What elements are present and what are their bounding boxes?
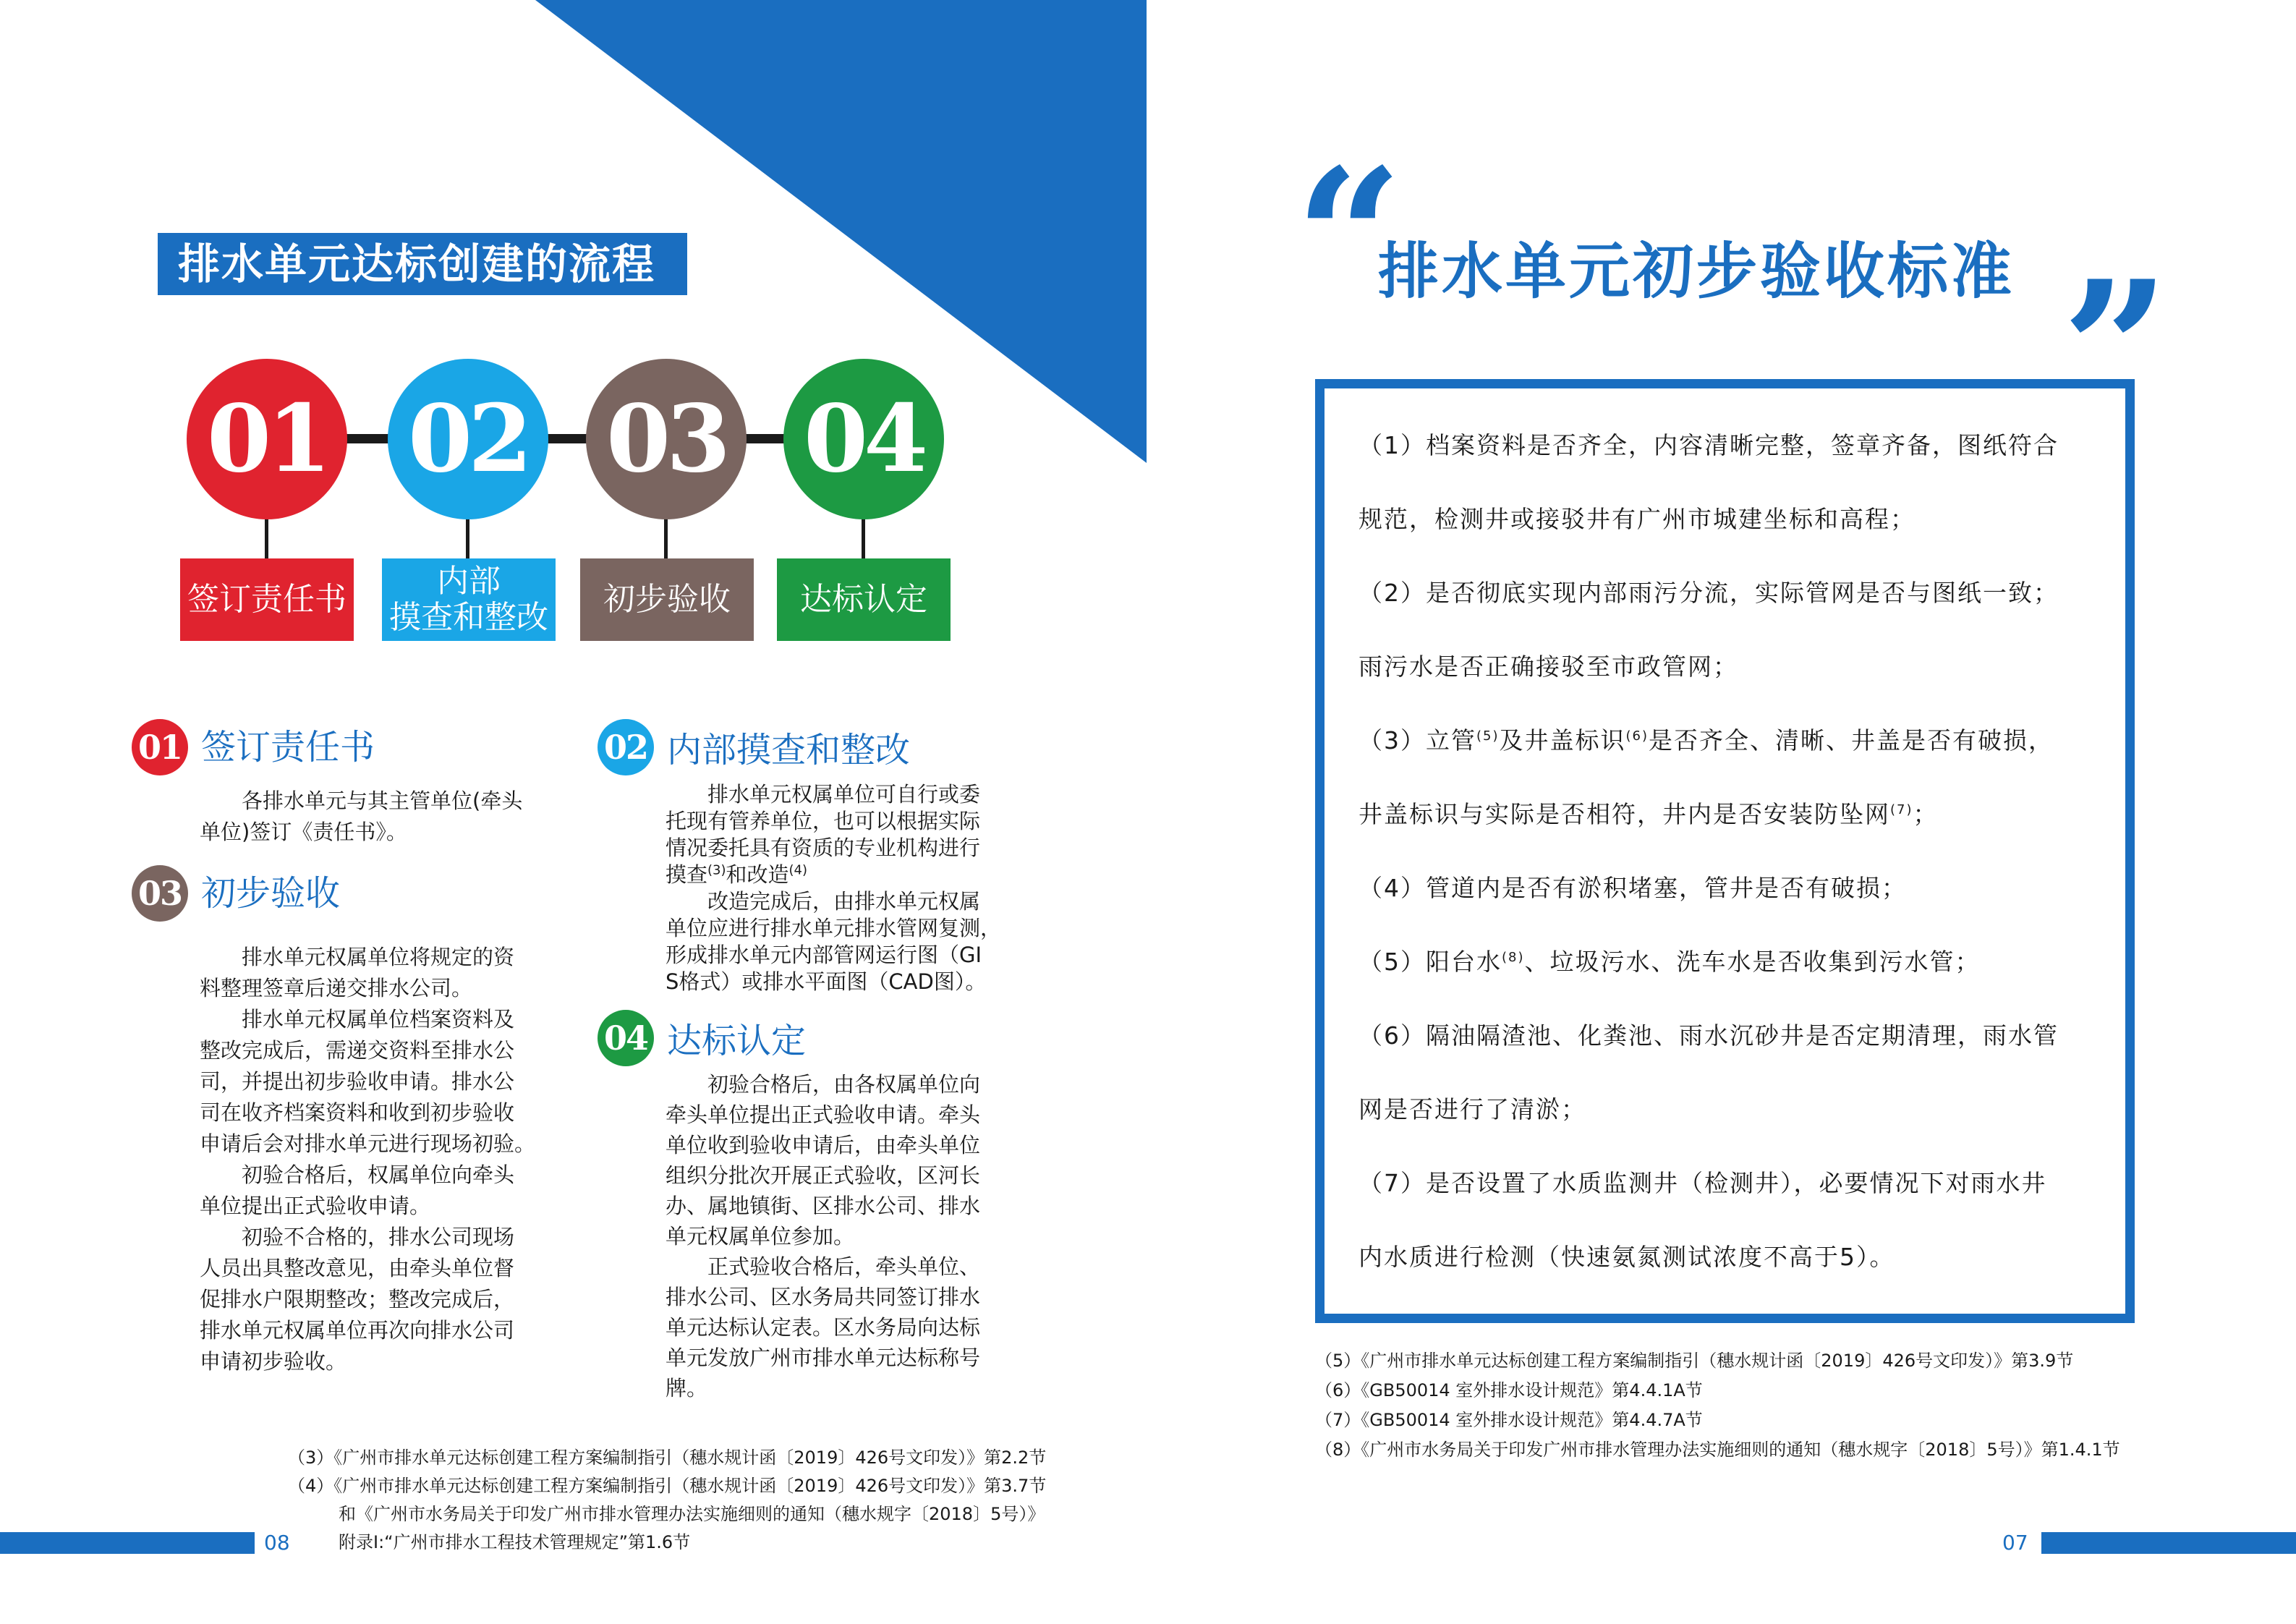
standard-line: （2）是否彻底实现内部雨污分流，实际管网是否与图纸一致； bbox=[1359, 579, 2059, 607]
section-04-line: 牌。 bbox=[666, 1376, 708, 1400]
section-04-badge: 04 bbox=[598, 1010, 654, 1066]
standard-text: 是否齐全、清晰、井盖是否有破损， bbox=[1649, 726, 2054, 754]
section-03-line: 排水单元权属单位将规定的资 bbox=[242, 945, 515, 969]
section-03-line: 人员出具整改意见，由牵头单位督 bbox=[200, 1256, 515, 1280]
section-04-body bbox=[666, 1069, 1042, 1403]
section-01-body bbox=[200, 786, 590, 848]
step-04-circle: 04 bbox=[783, 359, 944, 519]
section-02-title: 内部摸查和整改 bbox=[667, 730, 911, 770]
section-03-title: 初步验收 bbox=[201, 873, 341, 914]
section-03-line: 排水单元权属单位档案资料及 bbox=[242, 1007, 515, 1032]
standard-text: ； bbox=[1913, 800, 1939, 828]
section-02-line bbox=[666, 862, 1042, 888]
section-04-line: 办、属地镇街、区排水公司、排水 bbox=[666, 1194, 981, 1218]
footnote-ref-3: (3) bbox=[707, 862, 726, 878]
section-02-line: 形成排水单元内部管网运行图（GI bbox=[666, 943, 982, 967]
section-03-line: 排水单元权属单位再次向排水公司 bbox=[200, 1318, 515, 1343]
right-page-title: 排水单元初步验收标准 bbox=[1378, 236, 2015, 307]
standard-text: 及井盖标识 bbox=[1499, 726, 1626, 754]
section-02-line: 单位应进行排水单元排水管网复测， bbox=[666, 916, 1002, 940]
footnote-8: （8）《广州市水务局关于印发广州市排水管理办法实施细则的通知（穗水规字〔2018〕5号）》第1.4.1节 bbox=[1315, 1440, 2120, 1460]
close-quote-mark: ” bbox=[2062, 240, 2170, 461]
section-02-line: 排水单元权属单位可自行或委 bbox=[707, 782, 981, 807]
section-03-badge: 03 bbox=[132, 865, 188, 922]
footnote-3: （3）《广州市排水单元达标创建工程方案编制指引（穗水规计函〔2019〕426号文印发）》第2.2节 bbox=[288, 1447, 1047, 1468]
standard-text: （5）阳台水 bbox=[1359, 948, 1502, 976]
footnote-5: （5）《广州市排水单元达标创建工程方案编制指引（穗水规计函〔2019〕426号文印发）》第3.9节 bbox=[1315, 1351, 2074, 1371]
section-04-line: 牵头单位提出正式验收申请。牵头 bbox=[666, 1102, 981, 1127]
section-04-line: 组织分批次开展正式验收，区河长 bbox=[666, 1163, 981, 1188]
standard-line: 规范，检测井或接驳井有广州市城建坐标和高程； bbox=[1359, 505, 1916, 533]
footnote-ref-6: (6) bbox=[1625, 728, 1649, 744]
section-03-line: 申请后会对排水单元进行现场初验。 bbox=[200, 1131, 536, 1156]
section-04-line: 单元发放广州市排水单元达标称号 bbox=[666, 1345, 981, 1370]
standard-line bbox=[1359, 722, 2054, 756]
section-03-line: 司在收齐档案资料和收到初步验收 bbox=[200, 1100, 515, 1125]
footnote-ref-5: (5) bbox=[1476, 728, 1500, 744]
section-02-text: 和改造 bbox=[726, 862, 789, 887]
standard-line: （1）档案资料是否齐全，内容清晰完整，签章齐备，图纸符合 bbox=[1359, 431, 2059, 459]
footnote-ref-7: (7) bbox=[1890, 802, 1913, 817]
left-page-number: 08 bbox=[264, 1531, 290, 1555]
section-02-line: 情况委托具有资质的专业机构进行 bbox=[666, 836, 981, 860]
step-01-circle: 01 bbox=[187, 359, 347, 519]
section-04-line: 排水公司、区水务局共同签订排水 bbox=[666, 1285, 981, 1309]
section-03-line: 单位提出正式验收申请。 bbox=[200, 1194, 431, 1218]
standard-line: （6）隔油隔渣池、化粪池、雨水沉砂井是否定期清理，雨水管 bbox=[1359, 1021, 2059, 1050]
standard-line: 网是否进行了清淤； bbox=[1359, 1095, 1586, 1123]
left-page-title: 排水单元达标创建的流程 bbox=[158, 233, 687, 295]
section-03-line: 司，并提出初步验收申请。排水公 bbox=[200, 1069, 515, 1094]
step-02-label-line2: 摸查和整改 bbox=[389, 599, 548, 636]
footnote-7: （7）《GB50014 室外排水设计规范》第4.4.7A节 bbox=[1315, 1410, 1703, 1430]
right-page-number: 07 bbox=[2002, 1531, 2028, 1555]
step-02-label-line1: 内部 bbox=[437, 563, 501, 600]
right-footer-bar bbox=[2041, 1532, 2296, 1554]
step-01-label bbox=[180, 558, 354, 641]
section-04-line: 初验合格后，由各权属单位向 bbox=[707, 1072, 981, 1097]
section-01-badge: 01 bbox=[132, 719, 188, 775]
section-02-body bbox=[666, 781, 1042, 995]
footnote-4-cont: 和《广州市水务局关于印发广州市排水管理办法实施细则的通知（穗水规字〔2018〕5号）》 bbox=[339, 1504, 1045, 1524]
standard-line bbox=[1359, 796, 1939, 830]
step-02-circle: 02 bbox=[388, 359, 548, 519]
section-04-line: 单位收到验收申请后，由牵头单位 bbox=[666, 1133, 981, 1157]
step-04-label-text: 达标认定 bbox=[800, 581, 927, 618]
footnote-ref-8: (8) bbox=[1502, 950, 1525, 965]
section-04-line: 单元权属单位参加。 bbox=[666, 1224, 855, 1249]
section-04-line: 正式验收合格后，牵头单位、 bbox=[707, 1254, 981, 1279]
section-02-line: 改造完成后，由排水单元权属 bbox=[707, 889, 981, 914]
standard-text: 井盖标识与实际是否相符，井内是否安装防坠网 bbox=[1359, 800, 1890, 828]
section-03-line: 申请初步验收。 bbox=[200, 1349, 347, 1374]
footnote-6: （6）《GB50014 室外排水设计规范》第4.4.1A节 bbox=[1315, 1380, 1703, 1400]
section-03-line: 初验不合格的，排水公司现场 bbox=[242, 1225, 515, 1249]
step-04-label bbox=[777, 558, 951, 641]
step-03-label bbox=[580, 558, 754, 641]
section-02-text: 摸查 bbox=[666, 862, 708, 887]
section-02-line: 托现有管养单位，也可以根据实际 bbox=[666, 809, 981, 833]
section-01-title: 签订责任书 bbox=[201, 727, 375, 768]
step-03-label-text: 初步验收 bbox=[603, 581, 731, 618]
standard-line: （7）是否设置了水质监测井（检测井），必要情况下对雨水井 bbox=[1359, 1169, 2047, 1197]
footnote-4: （4）《广州市排水单元达标创建工程方案编制指引（穗水规计函〔2019〕426号文印发）》第3.7节 bbox=[288, 1476, 1047, 1496]
section-04-line: 单元达标认定表。区水务局向达标 bbox=[666, 1315, 981, 1340]
section-03-line: 促排水户限期整改；整改完成后， bbox=[200, 1287, 515, 1311]
standard-text: 、垃圾污水、洗车水是否收集到污水管； bbox=[1524, 948, 1981, 976]
section-03-body bbox=[200, 942, 590, 1377]
standard-line: 内水质进行检测（快速氨氮测试浓度不高于5）。 bbox=[1359, 1243, 1895, 1271]
step-01-label-text: 签订责任书 bbox=[187, 581, 346, 618]
section-01-line: 单位)签订《责任书》。 bbox=[200, 820, 407, 844]
standard-text: （3）立管 bbox=[1359, 726, 1476, 754]
section-03-line: 整改完成后，需递交资料至排水公 bbox=[200, 1038, 515, 1063]
standard-line: 雨污水是否正确接驳至市政管网； bbox=[1359, 652, 1738, 681]
section-04-title: 达标认定 bbox=[667, 1021, 807, 1061]
standard-line bbox=[1359, 943, 1981, 977]
section-03-line: 料整理签章后递交排水公司。 bbox=[200, 976, 473, 1000]
section-02-line: S格式）或排水平面图（CAD图）。 bbox=[666, 969, 987, 994]
left-footer-bar bbox=[0, 1532, 255, 1554]
step-02-label bbox=[382, 558, 556, 641]
step-03-circle: 03 bbox=[586, 359, 747, 519]
section-01-line: 各排水单元与其主管单位(牵头 bbox=[242, 788, 523, 813]
standard-line: （4）管道内是否有淤积堵塞，管井是否有破损； bbox=[1359, 874, 1907, 902]
footnote-ref-4: (4) bbox=[788, 862, 808, 878]
section-03-line: 初验合格后，权属单位向牵头 bbox=[242, 1162, 515, 1187]
footnote-4-cont2: 附录I:“广州市排水工程技术管理规定”第1.6节 bbox=[339, 1532, 691, 1552]
section-02-badge: 02 bbox=[598, 719, 654, 775]
open-quote-mark: “ bbox=[1295, 128, 1403, 349]
